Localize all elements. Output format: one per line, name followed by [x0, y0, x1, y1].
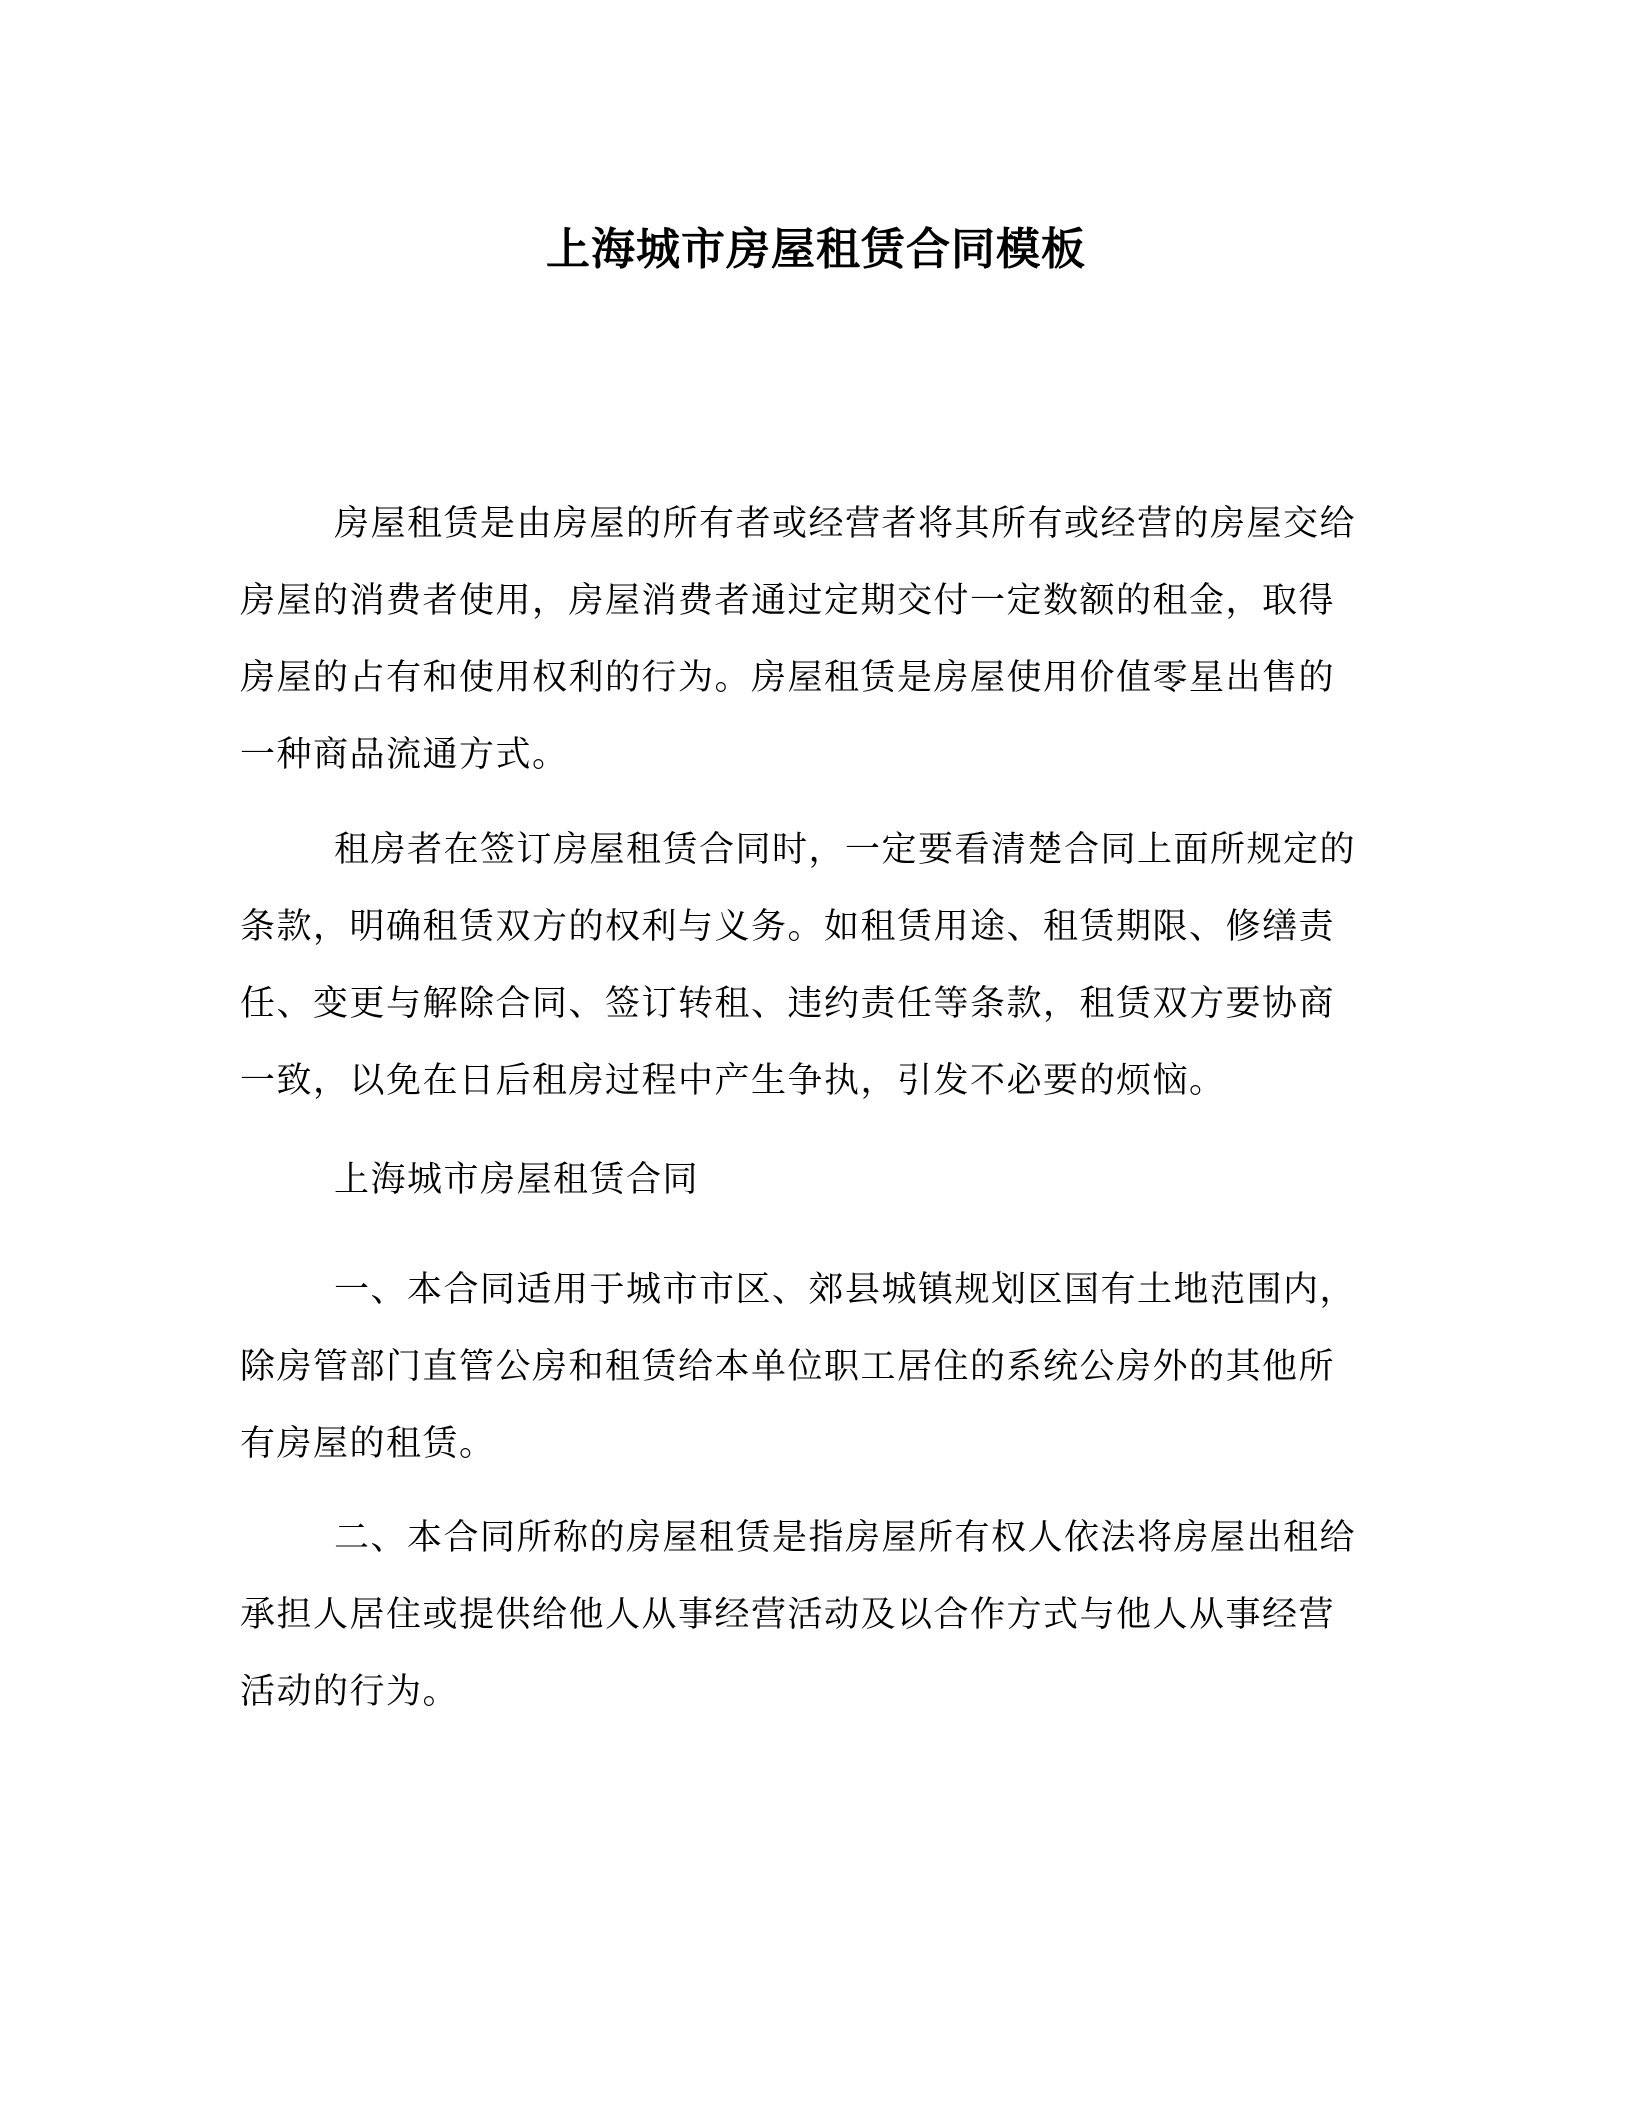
clause-one [240, 1252, 1360, 1483]
paragraph-line: 租房者在签订房屋租赁合同时，一定要看清楚合同上面所规定的 [334, 830, 1357, 870]
paragraph-line: 二、本合同所称的房屋租赁是指房屋所有权人依法将房屋出租给 [334, 1518, 1357, 1558]
paragraph-line: 一、本合同适用于城市市区、郊县城镇规划区国有土地范围内， [334, 1270, 1357, 1310]
paragraph-line: 承担人居住或提供给他人从事经营活动及以合作方式与他人从事经营 [240, 1595, 1336, 1635]
paragraph-line: 条款，明确租赁双方的权利与义务。如租赁用途、租赁期限、修缮责 [240, 907, 1336, 947]
clause-two [240, 1500, 1360, 1731]
paragraph-line: 房屋的消费者使用，房屋消费者通过定期交付一定数额的租金，取得 [240, 581, 1336, 621]
paragraph-line: 活动的行为。 [240, 1672, 460, 1712]
document-title: 上海城市房屋租赁合同模板 [546, 224, 1086, 275]
paragraph-line: 任、变更与解除合同、签订转租、违约责任等条款，租赁双方要协商 [240, 984, 1336, 1024]
section-heading [240, 1142, 1360, 1219]
paragraph-intro [240, 486, 1360, 794]
paragraph-advice [240, 812, 1360, 1120]
paragraph-line: 除房管部门直管公房和租赁给本单位职工居住的系统公房外的其他所 [240, 1347, 1336, 1387]
paragraph-line: 房屋的占有和使用权利的行为。房屋租赁是房屋使用价值零星出售的 [240, 658, 1336, 698]
paragraph-line: 一种商品流通方式。 [240, 735, 569, 775]
paragraph-line: 房屋租赁是由房屋的所有者或经营者将其所有或经营的房屋交给 [334, 504, 1357, 544]
paragraph-line: 一致，以免在日后租房过程中产生争执，引发不必要的烦恼。 [240, 1061, 1226, 1101]
section-heading-text: 上海城市房屋租赁合同 [334, 1160, 700, 1200]
paragraph-line: 有房屋的租赁。 [240, 1424, 496, 1464]
